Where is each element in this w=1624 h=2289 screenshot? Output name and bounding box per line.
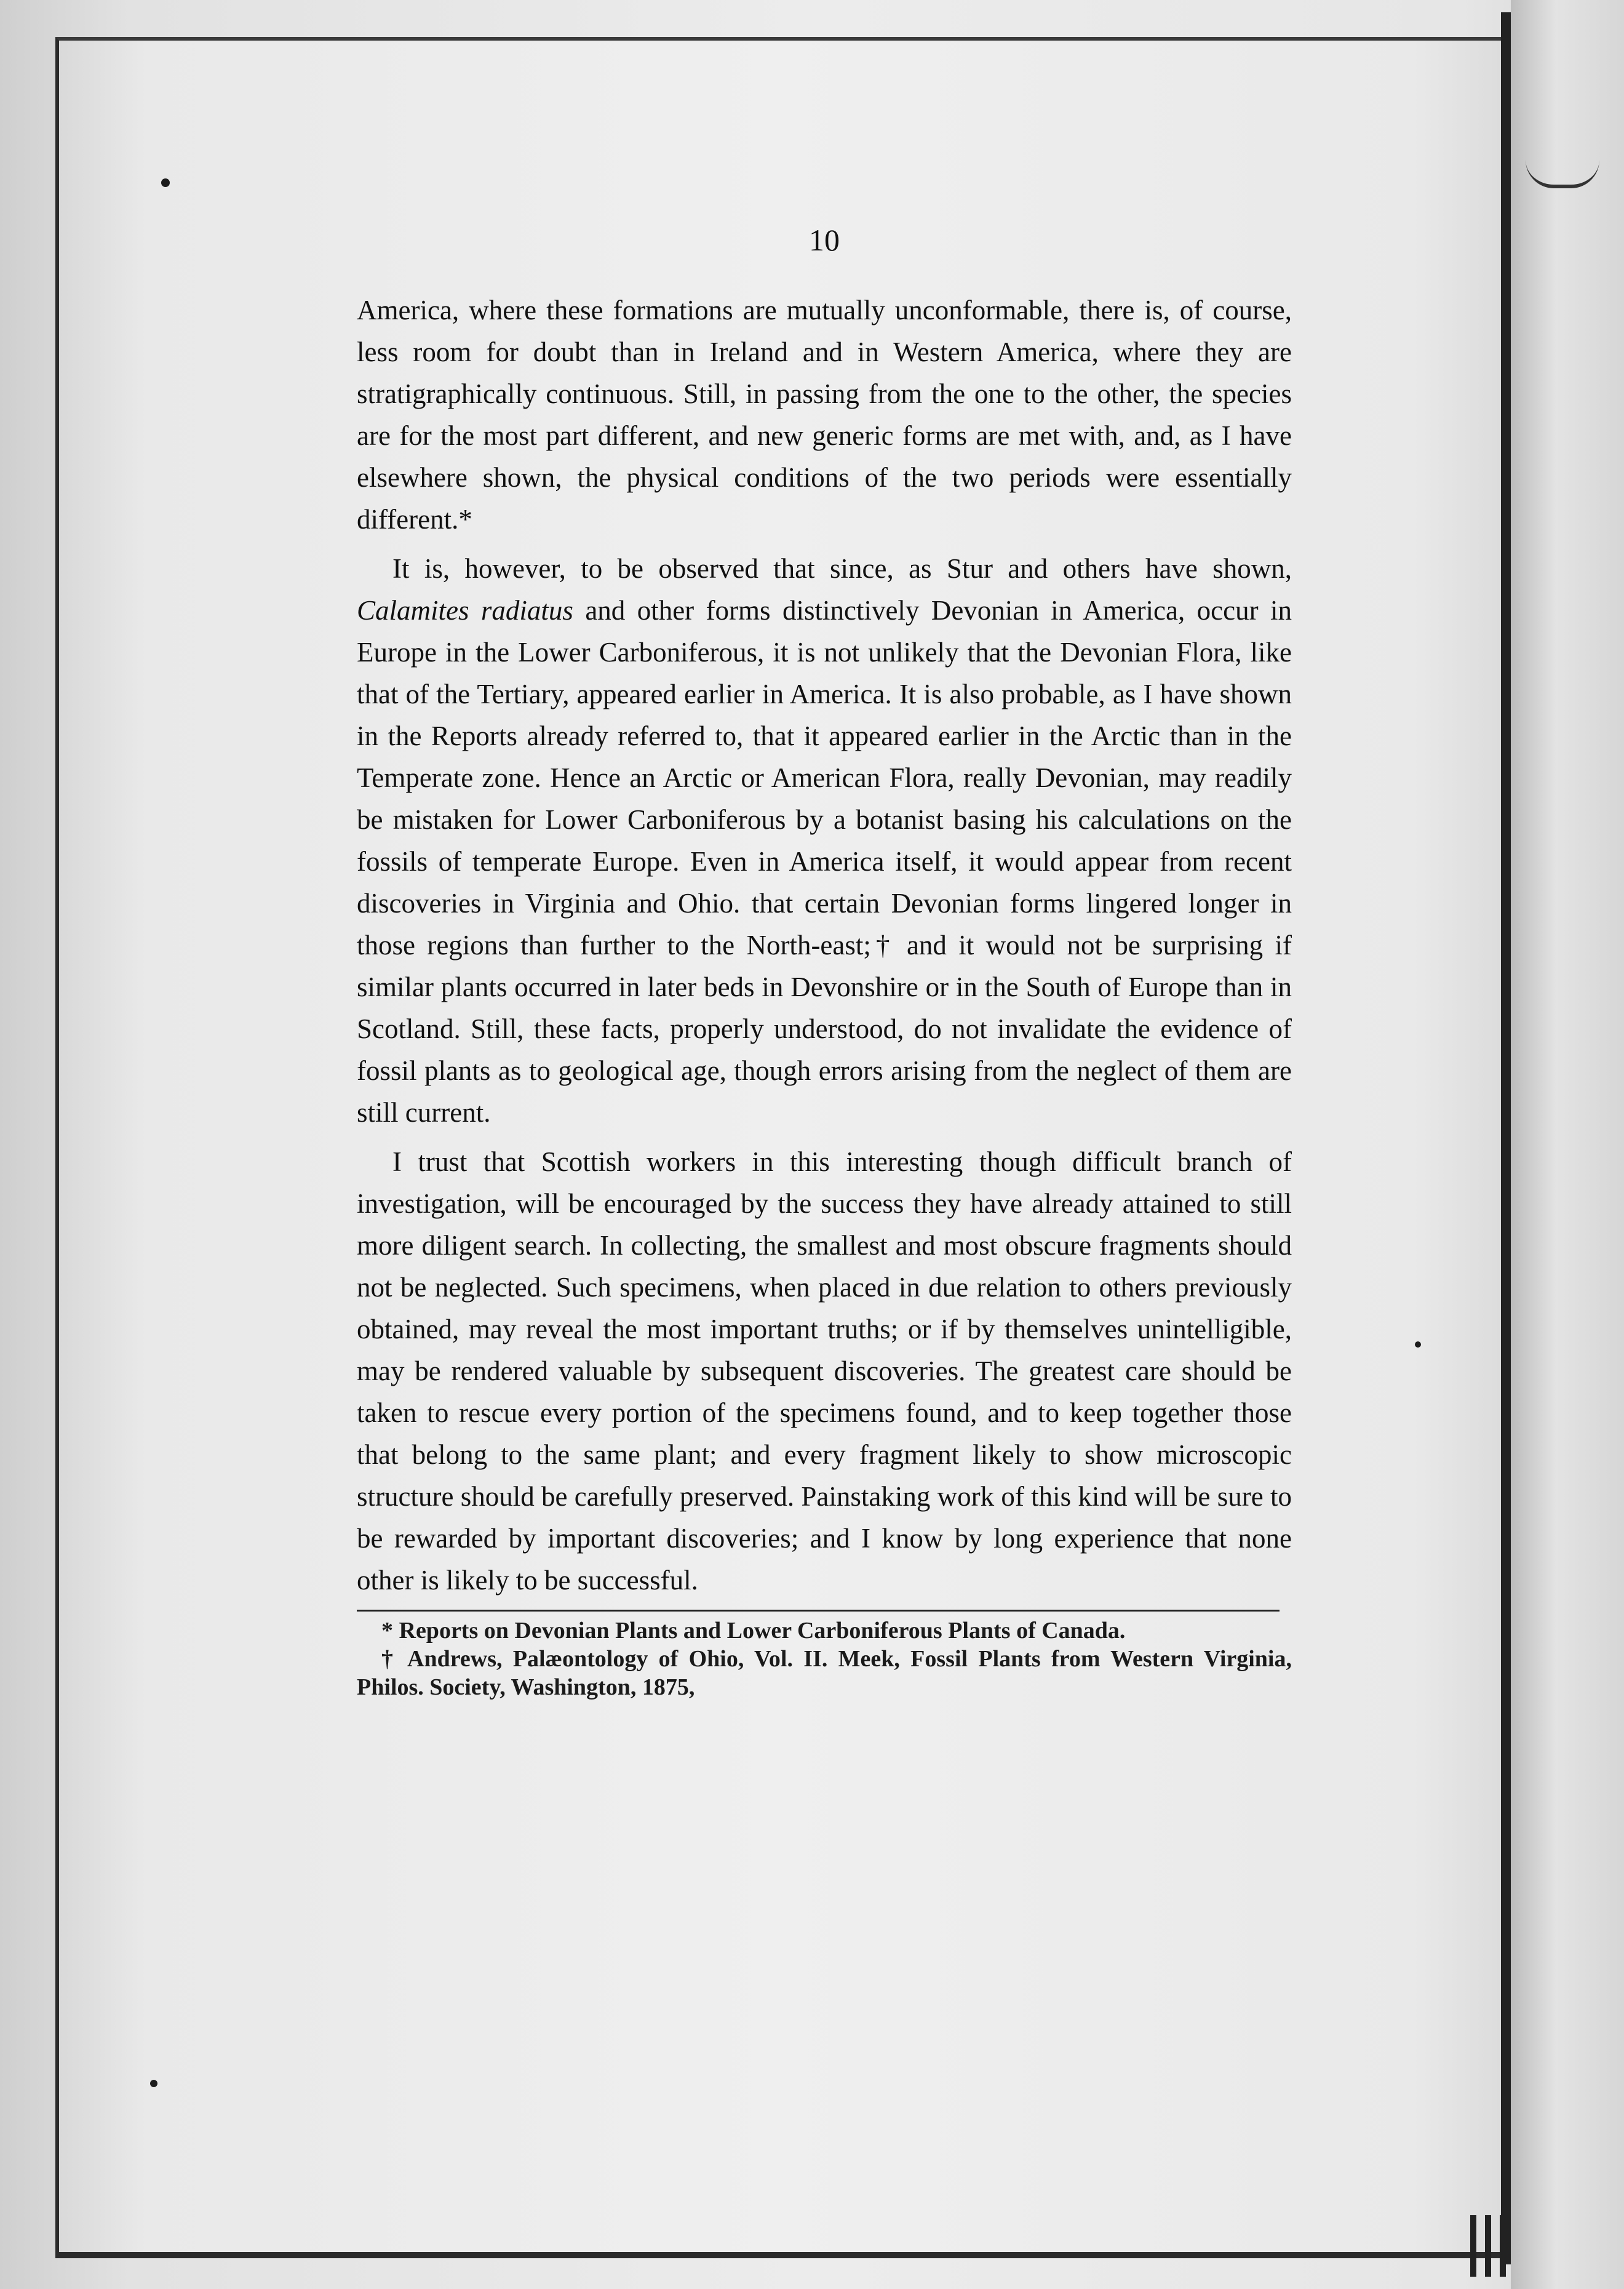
italic-species-name: Calamites radiatus — [357, 595, 573, 626]
paragraph-text: America, where these formations are mutually unconformable, there is, of course, less room for doubt than in Ireland and in Western America, where they are stratigraphically continuous. Still, in passing from the one to the other, the species are for the most part different, and new generic forms are met with, and, as I have elsewhere shown, the physical conditions of the two periods were essentially different.* — [357, 295, 1292, 535]
page-gutter-shadow — [1501, 12, 1511, 2264]
scan-speck — [1415, 1341, 1421, 1348]
scan-mark — [1500, 2215, 1506, 2277]
scan-edge-marks — [1470, 2215, 1544, 2277]
scan-speck — [161, 178, 170, 187]
paragraph-text: It is, however, to be observed that since, as Stur and others have shown, — [392, 553, 1292, 584]
footnotes — [357, 1616, 1292, 1701]
facing-page-edge — [1511, 0, 1624, 2289]
scan-mark — [1470, 2215, 1476, 2277]
scan-speck — [150, 2080, 157, 2087]
paragraph-1 — [357, 289, 1292, 540]
paragraph-3 — [357, 1141, 1292, 1601]
scan-mark — [1485, 2215, 1491, 2277]
paragraph-text: and other forms distinctively Devonian in America, occur in Europe in the Lower Carboniferous, it is not unlikely that the Devonian Flora, like that of the Tertiary, appeared earlier in America. It is also probable, as I have shown in the Reports already referred to, that it appeared earlier in the Arctic than in the Temperate zone. Hence an Arctic or American Flora, really Devonian, may readily be mistaken for Lower Carboniferous by a botanist basing his calculations on the fossils of temperate Europe. Even in America itself, it would appear from recent discoveries in Virginia and Ohio. that certain Devonian forms lingered longer in those regions than further to the North-east;† and it would not be surprising if similar plants occurred in later beds in Devonshire or in the South of Europe than in Scotland. Still, these facts, properly understood, do not invalidate the evidence of fossil plants as to geological age, though errors arising from the neglect of them are still current. — [357, 595, 1292, 1128]
footnote-rule — [357, 1610, 1280, 1612]
footnote-2: † Andrews, Palæontology of Ohio, Vol. II. Meek, Fossil Plants from Western Virginia, Philos. Society, Washington, 1875, — [357, 1646, 1292, 1700]
page-text — [357, 222, 1292, 1701]
footnote-1: * Reports on Devonian Plants and Lower Carboniferous Plants of Canada. — [381, 1618, 1126, 1644]
paragraph-text: I trust that Scottish workers in this interesting though difficult branch of investigation, will be encouraged by the success they have already attained to still more diligent search. In collecting, the smallest and most obscure fragments should not be neglected. Such specimens, when placed in due relation to others previously obtained, may reveal the most important truths; or if by themselves unintelligible, may be rendered valuable by subsequent discoveries. The greatest care should be taken to rescue every portion of the specimens found, and to keep together those that belong to the same plant; and every fragment likely to show microscopic structure should be carefully preserved. Painstaking work of this kind will be sure to be rewarded by important discoveries; and I know by long experience that none other is likely to be successful. — [357, 1146, 1292, 1596]
page-number: 10 — [809, 223, 840, 257]
paragraph-2 — [357, 548, 1292, 1133]
